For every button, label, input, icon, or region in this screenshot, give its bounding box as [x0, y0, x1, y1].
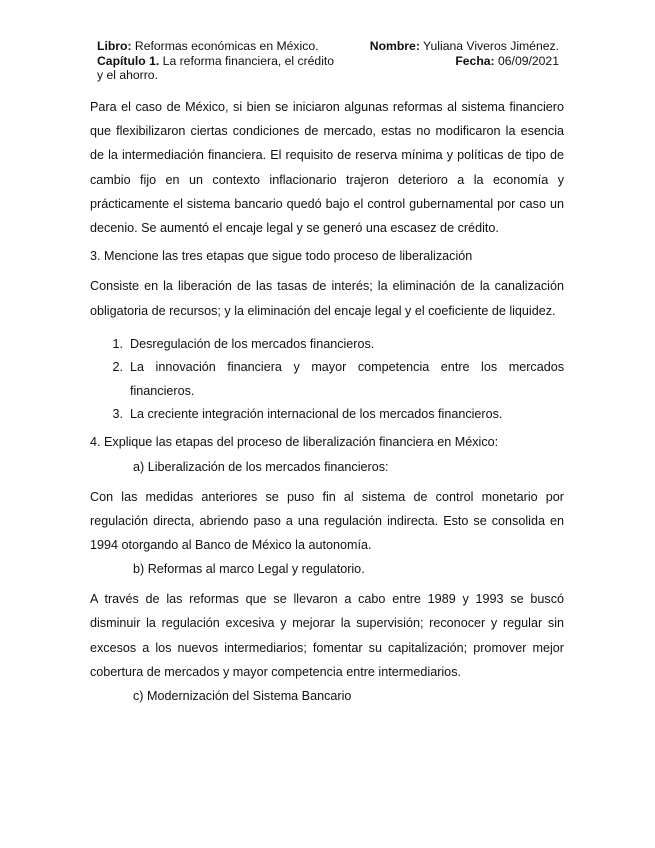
subsection-b: b) Reformas al marco Legal y regulatorio. [133, 562, 365, 577]
paragraph-answer-3: Consiste en la liberación de las tasas de interés; la eliminación de la canalización obligatoria de recursos; y la eliminación del encaje legal y el coeficiente de liquidez. [90, 279, 564, 318]
name-value: Yuliana Viveros Jiménez. [419, 39, 559, 53]
chapter-field [97, 54, 337, 83]
paragraph-intro: Para el caso de México, si bien se iniciaron algunas reformas al sistema financiero que flexibilizaron ciertas condiciones de mercado, estas no modificaron la esencia de la intermediación financiera. El requisito de reserva mínima y políticas de tipo de cambio fijo en un contexto inflacionario trajeron deterioro a la economía y prácticamente el sistema bancario quedó bajo el control gubernamental por caso un decenio. Se aumentó el encaje legal y se generó una escasez de crédito. [90, 100, 564, 236]
list-item-number: 1. [112, 336, 123, 351]
list-item-text: La innovación financiera y mayor competencia entre los mercados financieros. [130, 360, 564, 398]
paragraph-reforms: A través de las reformas que se llevaron a cabo entre 1989 y 1993 se buscó disminuir la regulación excesiva y mejorar la supervisión; reconocer y regular sin excesos a los nuevos intermediarios; fomentar su capitalización; promover mejor cobertura de mercados y mayor competencia entre intermediarios. [90, 592, 564, 679]
numbered-list [90, 333, 564, 427]
chapter-value: La reforma financiera, el crédito y el ahorro. [97, 53, 335, 83]
subsection-a: a) Liberalización de los mercados financieros: [133, 459, 389, 474]
question-4: 4. Explique las etapas del proceso de liberalización financiera en México: [90, 435, 499, 450]
book-field [97, 39, 337, 54]
list-item [90, 356, 564, 403]
date-label: Fecha: [455, 53, 495, 68]
list-item [90, 333, 564, 356]
date-value: 06/09/2021 [494, 53, 559, 68]
document-body [90, 95, 564, 708]
question-3: 3. Mencione las tres etapas que sigue todo proceso de liberalización [90, 249, 473, 264]
paragraph-liberalization: Con las medidas anteriores se puso fin al sistema de control monetario por regulación directa, abriendo paso a una regulación indirecta. Esto se consolida en 1994 otorgando al Banco de México la autonomía. [90, 489, 564, 553]
chapter-label: Capítulo 1. [97, 53, 160, 68]
name-field [370, 39, 559, 54]
header-row-2 [97, 54, 559, 83]
date-field [455, 54, 559, 83]
list-item [90, 403, 564, 426]
list-item-text: La creciente integración internacional de los mercados financieros. [130, 407, 503, 422]
header-row-1 [97, 39, 559, 54]
list-item-text: Desregulación de los mercados financieros. [130, 336, 375, 351]
book-label: Libro: [97, 39, 132, 53]
list-item-number: 2. [112, 360, 123, 375]
subsection-c: c) Modernización del Sistema Bancario [133, 689, 352, 704]
book-value: Reformas económicas en México. [131, 39, 319, 53]
document-header [97, 39, 559, 83]
name-label: Nombre: [369, 39, 420, 53]
list-item-number: 3. [112, 407, 123, 422]
